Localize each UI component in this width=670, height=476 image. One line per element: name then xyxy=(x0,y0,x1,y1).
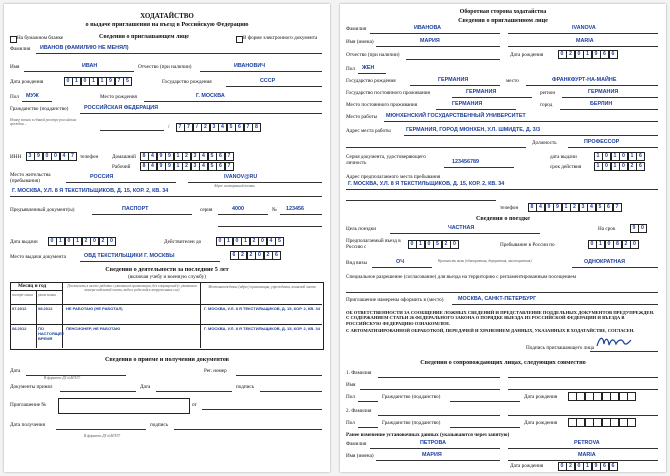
col-start-header: поступ-ления xyxy=(12,293,33,297)
received-date-label: Дата получения xyxy=(10,422,45,428)
work-address-label: Адрес места работы xyxy=(346,128,391,134)
col-end-header: уволь-нения xyxy=(38,293,56,297)
multiplicity-label: Кратность визы (однократная, двукратная, многократная) xyxy=(438,259,532,263)
issuer-code-cells[interactable]: 6 2 2 0 2 6 xyxy=(230,251,281,260)
city-label: город xyxy=(540,102,553,108)
issue-date-cells[interactable]: 0 1 0 1 2 0 2 0 xyxy=(48,237,116,246)
electronic-form-label: В форме электронного документа xyxy=(243,35,318,41)
stay-address-value[interactable]: Г. МОСКВА, У.Л. 8 Я ТЕКСТИЛЬЩИКОВ, Д. 15, КОР. 2, КВ. 34 xyxy=(348,181,505,187)
col-position-header: Должность в месте работы с указанием организации, без сокращений (с указанием номера войсковой части, вида и рода войск вооруженных сил) xyxy=(67,284,197,292)
work-value[interactable]: МЮНХЕНСКИЙ ГОСУДАРСТВЕННЫЙ УНИВЕРСИТЕТ xyxy=(386,113,526,119)
sex-value[interactable]: ЖЕН xyxy=(362,65,375,71)
sign-label: подпись xyxy=(236,384,255,390)
birthplace-label: Место рождения xyxy=(100,94,137,100)
receipt-section-heading: Сведения о приеме и получении документов xyxy=(104,356,230,363)
birth-state-label: Государство рождения xyxy=(162,79,212,85)
special-permit-label: Специальное разрешение (согласование) для въезда на территорию с регламентированным посещением xyxy=(346,274,577,280)
paper-form-checkbox[interactable] xyxy=(10,36,17,43)
name-value[interactable]: МАРИЯ xyxy=(420,38,440,44)
work-section-note: (включая учебу и военную службу) xyxy=(128,274,206,280)
region-label: регион xyxy=(540,90,556,96)
entry-label: Предполагаемый въезд в Россию с xyxy=(346,238,401,250)
birthplace-value[interactable]: ФРАНКФУРТ-НА-МАЙНЕ xyxy=(552,77,617,83)
table-row: 08.2012 xyxy=(12,326,27,331)
visa-type-label: Вид визы xyxy=(346,260,367,266)
signature-image xyxy=(594,334,634,350)
name-label: Имя (имена) xyxy=(346,39,374,45)
residence-country[interactable]: РОССИЯ xyxy=(90,174,114,180)
reg-number-label: Рег. номер xyxy=(204,368,227,374)
birthplace-value[interactable]: Г. МОСКВА xyxy=(196,93,225,99)
city-value[interactable]: БЕРЛИН xyxy=(590,101,613,107)
home-phone-label: Домашний xyxy=(112,154,136,160)
table-row: 07.2012 xyxy=(12,306,27,311)
doc-issue-cells[interactable]: 1 0 1 0 1 6 xyxy=(594,152,645,161)
accomp2-surname-label: 2. Фамилия xyxy=(346,408,372,414)
surname-label: Фамилия xyxy=(346,26,367,32)
work-phone-label: Рабочий xyxy=(112,164,131,170)
work-label: Место работы xyxy=(346,114,378,120)
phone-cells[interactable]: 8 4 9 9 1 2 3 4 5 6 7 xyxy=(528,203,622,212)
invitation-number-label: Приглашение № xyxy=(10,402,47,408)
child-name[interactable]: МАРИЯ xyxy=(422,452,442,458)
child-surname-latin[interactable]: PETROVA xyxy=(574,440,600,446)
patronymic-label: Отчество (при наличии) xyxy=(346,52,400,58)
residence-country[interactable]: ГЕРМАНИЯ xyxy=(452,101,483,107)
back-title: Оборотная сторона ходатайства xyxy=(459,9,547,15)
position-label: Должность xyxy=(532,140,557,146)
term-cells[interactable]: 9 0 xyxy=(630,224,647,233)
term-label: На срок xyxy=(598,226,616,232)
region-value[interactable]: ГЕРМАНИЯ xyxy=(588,89,619,95)
birth-state-value[interactable]: СССР xyxy=(260,78,276,84)
trip-section-heading: Сведения о поездке xyxy=(475,215,531,222)
issue-date-label: Дата выдачи xyxy=(10,239,38,245)
number-value[interactable]: 123456 xyxy=(286,206,304,212)
page-subtitle: о выдаче приглашения на въезд в Российскую Федерацию xyxy=(85,21,249,28)
col-location-header: Местонахождение (адрес) организации, учреждения, воинской части xyxy=(208,285,316,289)
surname-label: Фамилия xyxy=(10,46,31,52)
purpose-label: Цель поездки xyxy=(346,226,376,232)
sex-label: Пол xyxy=(346,66,355,72)
issuer-label: Место выдачи документа xyxy=(10,254,66,260)
petition-front-page: ХОДАТАЙСТВО о выдаче приглашения на въезд в Российскую Федерацию На бумажном бланке Сведения о приглашающем лице В форме электронного документа Фамилия ИВАНОВ (ФАМИЛИЮ НЕ МЕНЯЛ) Имя ИВАН Отчество (при наличии) ИВАНОВИЧ Дата рождения 0 1 0 1 1 9 7 5 Государство рождения СССР Пол МУЖ Место рождения Г. МОСКВА Гражданство (подданство) РОССИЙСКАЯ ФЕДЕРАЦИЯ Номер записи в единой реестре российских граждан ... / 7 7 / 2 3 4 5 6 7 8 ИНН 3 9 0 0 4 7 телефон Домашний 8 4 9 9 1 2 3 4 5 6 7 Рабочий 8 4 9 9 1 2 3 4 5 6 7 Место жительства (пребывания) РОССИЯ IVANOV@RU Адрес электронной почты Г. МОСКВА, У.Л. 8 Я ТЕКСТИЛЬЩИКОВ, Д. 15, КОР. 2, КВ. 34 Предъявленный документ(ы) ПАСПОРТ серия 4000 № 123456 Дата выдачи 0 1 0 1 2 0 2 0 Действителен до 0 1 0 1 2 0 4 5 Место выдачи документа ОВД ТЕКСТИЛЬЩИКИ Г. МОСКВЫ 6 2 2 0 2 6 Сведения о деятельности за последние 5 лет (включая учебу и военную службу) Месяц и год поступ-ления уволь-нения Должность в месте работы с указанием организации, без сокращений (с указанием номера войсковой части, вида и рода войск вооруженных сил) Местонахождение (адрес) организации, учреждения, воинской части 07.2012 08.2012 НЕ РАБОТАЮ (НЕ РАБОТАЛ) Г. МОСКВА, У.Л. 8 Я ТЕКСТИЛЬЩИКОВ, Д. 15, КОР. 2, КВ. 34 08.2012 ПО НАСТОЯЩЕЕ ВРЕМЯ ПЕНСИОНЕР, НЕ РАБОТАЮ Г. МОСКВА, У.Л. 8 Я ТЕКСТИЛЬЩИКОВ, Д. 15, КОР. 2, КВ. 34 Сведения о приеме и получении документов Дата Рег. номер В формате ДЗ №МЛТТ Документы принял Дата подпись Приглашение № от Дата получения подпись В формате ДЗ №МЛТТ xyxy=(4,4,330,472)
birth-state-label: Государство рождения xyxy=(346,78,396,84)
visa-place-value[interactable]: МОСКВА, САНКТ-ПЕТЕРБУРГ xyxy=(458,296,537,302)
residence-address[interactable]: Г. МОСКВА, У.Л. 8 Я ТЕКСТИЛЬЩИКОВ, Д. 15, КОР. 2, КВ. 34 xyxy=(12,188,169,194)
doc-valid-label: срок действия xyxy=(550,164,582,170)
child-surname[interactable]: ПЕТРОВА xyxy=(420,440,446,446)
phone-label: телефон xyxy=(500,205,519,211)
citizenship-label: Гражданство (подданство) xyxy=(10,106,69,112)
inviter-signature-label: Подпись приглашающего лица xyxy=(526,345,595,351)
series-value[interactable]: 4000 xyxy=(232,206,244,212)
accomp1-surname-label: 1. Фамилия xyxy=(346,370,372,376)
home-phone-cells[interactable]: 8 4 9 9 1 2 3 4 5 6 7 xyxy=(140,152,234,161)
id-doc-label: Серия документа, удостоверяющего личность xyxy=(346,154,426,166)
valid-until-label: Действителен до xyxy=(164,239,202,245)
petition-back-page: Оборотная сторона ходатайства Сведения о приглашенном лице Фамилия ИВАНОВА IVANOVA Имя (имена) МАРИЯ MARIA Отчество (при наличии) Дата рождения 0 2 0 1 9 6 6 Пол ЖЕН Государство рождения ГЕРМАНИЯ место ФРАНКФУРТ-НА-МАЙНЕ Государство постоянного проживания ГЕРМАНИЯ регион ГЕРМАНИЯ Место постоянного проживания ГЕРМАНИЯ город БЕРЛИН Место работы МЮНХЕНСКИЙ ГОСУДАРСТВЕННЫЙ УНИВЕРСИТЕТ Адрес места работы ГЕРМАНИЯ, ГОРОД МЮНХЕН, У.Л. ШМИДТЕ, Д. 3/3 Должность ПРОФЕССОР Серия документа, удостоверяющего личность 123456789 дата выдачи 1 0 1 0 1 6 срок действия 1 0 1 0 2 6 Адрес предполагаемого места пребывания Г. МОСКВА, У.Л. 8 Я ТЕКСТИЛЬЩИКОВ, Д. 15, КОР. 2, КВ. 34 телефон 8 4 9 9 1 2 3 4 5 6 7 Сведения о поездке Цель поездки ЧАСТНАЯ На срок 9 0 Предполагаемый въезд в Россию с 0 1 0 5 2 0 Пребывание в России по 0 1 0 8 2 0 Вид визы ОЧ Кратность визы (однократная, двукратная, многократная) ОДНОКРАТНАЯ Специальное разрешение (согласование) для въезда на территорию с регламентированным посещением Приглашение намерены оформить в (место) МОСКВА, САНКТ-ПЕТЕРБУРГ ОБ ОТВЕТСТВЕННОСТИ ЗА СООБЩЕНИЕ ЛОЖНЫХ СВЕДЕНИЙ И ПРЕДСТАВЛЕНИЕ ПОДДЕЛЬНЫХ ДОКУМЕНТОВ ПРЕДУПРЕЖДЕН. С СОДЕРЖАНИЕМ СТАТЬИ 26 ФЕДЕРАЛЬНОГО ЗАКОНА О ПОРЯДКЕ ВЫЕЗДА ИЗ РОССИЙСКОЙ ФЕДЕРАЦИИ И ВЪЕЗДА В РОССИЙСКУЮ ФЕДЕРАЦИЮ ОЗНАКОМЛЕН. С АВТОМАТИЗИРОВАННОЙ ОБРАБОТКОЙ, ПЕРЕДАЧЕЙ И ХРАНЕНИЕМ ДАННЫХ, УКАЗАННЫХ В ХОДАТАЙСТВЕ, СОГЛАСЕН. Подпись приглашающего лица Сведения о сопровождающих лицах, следующих совместно 1. Фамилия Имя Пол Гражданство (подданство) Дата рождения 2. Фамилия Пол Гражданство (подданство) Дата рождения Ранее изменение установочных данных (указываются через запятую) Фамилия ПЕТРОВА PETROVA Имя (имена) МАРИЯ MARIA Дата рождения 0 2 0 1 9 6 6 xyxy=(340,4,666,472)
inn-label: ИНН xyxy=(10,154,22,160)
position-value[interactable]: ПРОФЕССОР xyxy=(584,139,620,145)
sex-label: Пол xyxy=(10,94,19,100)
entry-cells[interactable]: 0 1 0 5 2 0 xyxy=(408,240,459,249)
id-doc-value[interactable]: 123456789 xyxy=(452,159,479,165)
col-month-header: Месяц и год xyxy=(18,283,47,289)
doc-valid-cells[interactable]: 1 0 1 0 2 6 xyxy=(594,162,645,171)
stay-until-label: Пребывание в России по xyxy=(500,242,555,248)
patronymic-label: Отчество (при наличии) xyxy=(138,64,192,70)
email-value[interactable]: IVANOV@RU xyxy=(224,174,258,180)
residence-label: Место жительства (пребывания) xyxy=(10,172,51,184)
citizenship-value[interactable]: РОССИЙСКАЯ ФЕДЕРАЦИЯ xyxy=(84,105,159,111)
multiplicity-value[interactable]: ОДНОКРАТНАЯ xyxy=(584,259,626,265)
surname-value[interactable]: ИВАНОВА xyxy=(414,25,441,31)
name-latin[interactable]: MARIA xyxy=(576,38,594,44)
issuer-value[interactable]: ОВД ТЕКСТИЛЬЩИКИ Г. МОСКВЫ xyxy=(84,253,175,259)
surname-latin[interactable]: IVANOVA xyxy=(572,25,596,31)
email-label: Адрес электронной почты xyxy=(214,184,255,188)
dob-cells[interactable]: 0 1 0 1 1 9 7 5 xyxy=(64,77,132,86)
inviting-section-heading: Сведения о приглашающем лице xyxy=(99,34,189,40)
children-section-heading: Ранее изменение установочных данных (указываются через запятую) xyxy=(346,432,510,438)
series-label: серия xyxy=(200,207,213,213)
surname-value[interactable]: ИВАНОВ (ФАМИЛИЮ НЕ МЕНЯЛ) xyxy=(40,45,129,51)
accepted-label: Документы принял xyxy=(10,384,53,390)
back-subtitle: Сведения о приглашенном лице xyxy=(458,17,548,24)
dob-cells[interactable]: 0 2 0 1 9 6 6 xyxy=(558,50,618,59)
work-address-value[interactable]: ГЕРМАНИЯ, ГОРОД МЮНХЕН, У.Л. ШМИДТЕ, Д. 3/3 xyxy=(406,127,541,133)
receipt-date-label: Дата xyxy=(10,368,21,374)
patronymic-value[interactable]: ИВАНОВИЧ xyxy=(234,63,266,69)
record-note: Номер записи в единой реестре российских граждан ... xyxy=(10,118,77,126)
inn-cells[interactable]: 3 9 0 0 4 7 xyxy=(26,152,77,161)
accepted-date-label: Дата xyxy=(140,384,151,390)
child-dob-cells[interactable]: 0 2 0 1 9 6 6 xyxy=(558,462,618,471)
electronic-form-checkbox[interactable] xyxy=(236,36,243,43)
stay-address-label: Адрес предполагаемого места пребывания xyxy=(346,174,441,180)
work-section-heading: Сведения о деятельности за последние 5 лет xyxy=(105,266,229,273)
document-value[interactable]: ПАСПОРТ xyxy=(122,206,149,212)
paper-form-label: На бумажном бланке xyxy=(17,35,64,41)
work-phone-cells[interactable]: 8 4 9 9 1 2 3 4 5 6 7 xyxy=(140,162,234,171)
consent-statement: С АВТОМАТИЗИРОВАННОЙ ОБРАБОТКОЙ, ПЕРЕДАЧЕЙ И ХРАНЕНИЕМ ДАННЫХ, УКАЗАННЫХ В ХОДАТАЙСТВЕ, СОГЛАСЕН. xyxy=(346,328,635,333)
accompanying-section-heading: Сведения о сопровождающих лицах, следующих совместно xyxy=(420,359,586,366)
number-label: № xyxy=(272,207,277,213)
phone-label: телефон xyxy=(80,154,99,160)
invitation-number-box[interactable] xyxy=(58,398,190,414)
responsibility-statement: ОБ ОТВЕТСТВЕННОСТИ ЗА СООБЩЕНИЕ ЛОЖНЫХ СВЕДЕНИЙ И ПРЕДСТАВЛЕНИЕ ПОДДЕЛЬНЫХ ДОКУМЕНТОВ ПРЕДУПРЕЖДЕН. С СОДЕРЖАНИЕМ СТАТЬИ 26 ФЕДЕРАЛЬНОГО ЗАКОНА О ПОРЯДКЕ ВЫЕЗДА ИЗ РОССИЙСКОЙ ФЕДЕРАЦИИ И ВЪЕЗДА В РОССИЙСКУЮ ФЕДЕРАЦИЮ ОЗНАКОМЛЕН. xyxy=(346,310,655,326)
birth-state-value[interactable]: ГЕРМАНИЯ xyxy=(438,77,469,83)
record-cells[interactable]: 7 7 / 2 3 4 5 6 7 8 xyxy=(176,123,261,132)
stay-until-cells[interactable]: 0 1 0 8 2 0 xyxy=(588,240,639,249)
page-title: ХОДАТАЙСТВО xyxy=(140,12,194,20)
visa-place-label: Приглашение намерены оформить в (место) xyxy=(346,297,444,303)
child-name-latin[interactable]: MARIA xyxy=(578,452,596,458)
visa-type-value[interactable]: ОЧ xyxy=(396,259,404,265)
valid-until-cells[interactable]: 0 1 0 1 2 0 4 5 xyxy=(216,237,284,246)
perm-state-value[interactable]: ГЕРМАНИЯ xyxy=(466,89,497,95)
name-label: Имя xyxy=(10,64,20,70)
birthplace-label: место xyxy=(506,78,519,84)
dob-label: Дата рождения xyxy=(10,79,44,85)
document-label: Предъявленный документ(ы) xyxy=(10,207,75,213)
residence-label: Место постоянного проживания xyxy=(346,102,418,108)
sex-value[interactable]: МУЖ xyxy=(26,93,39,99)
dob-label: Дата рождения xyxy=(510,52,544,58)
perm-state-label: Государство постоянного проживания xyxy=(346,90,430,96)
name-value[interactable]: ИВАН xyxy=(82,63,98,69)
purpose-value[interactable]: ЧАСТНАЯ xyxy=(448,225,475,231)
doc-issue-label: дата выдачи xyxy=(550,154,577,160)
